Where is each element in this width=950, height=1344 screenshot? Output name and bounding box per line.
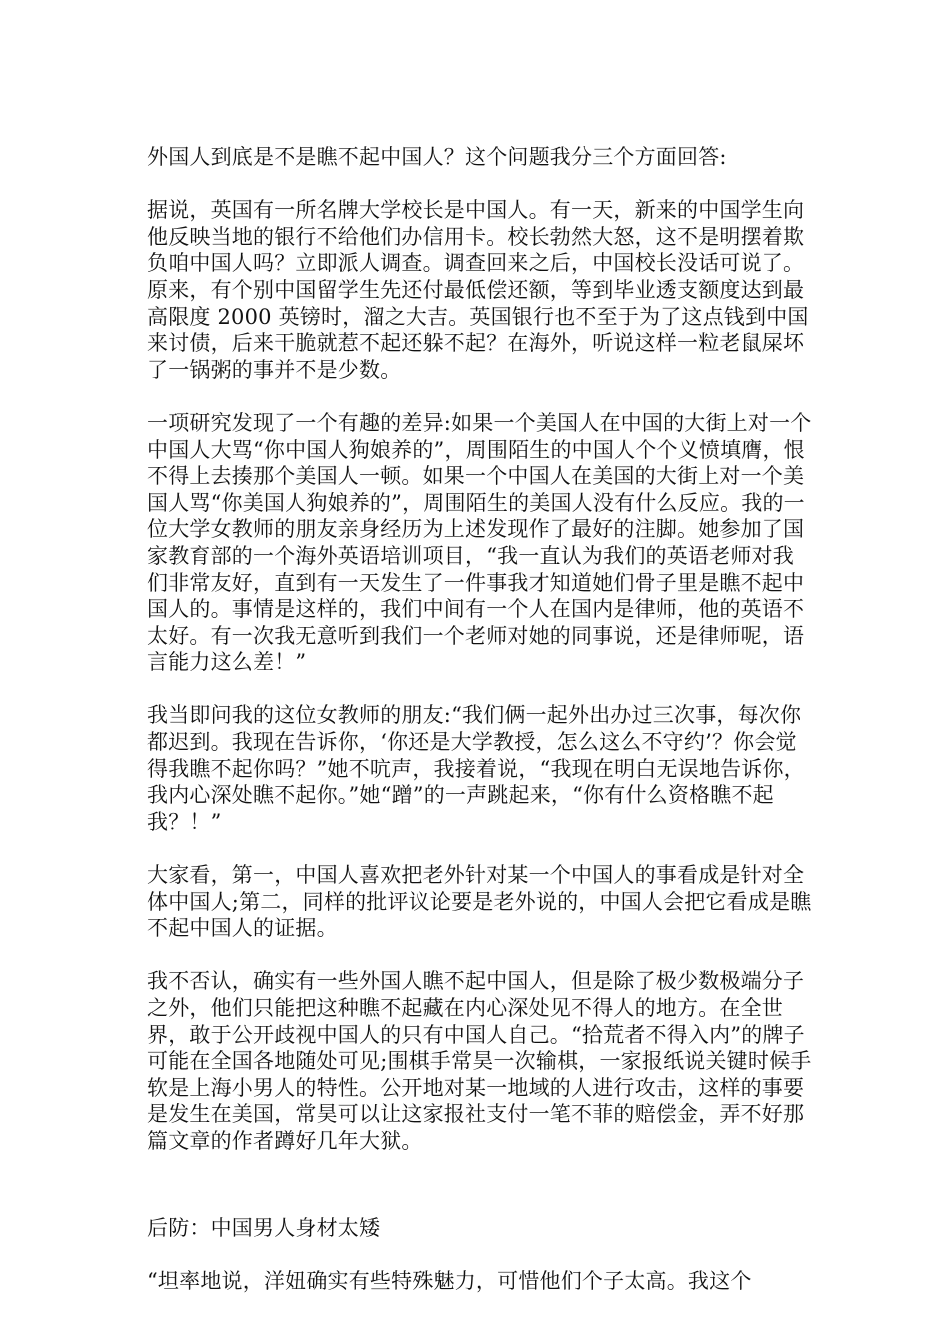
paragraph-spacer	[147, 942, 812, 969]
paragraph-spacer	[147, 676, 812, 703]
paragraph-university-story: 据说，英国有一所名牌大学校长是中国人。有一天，新来的中国学生向他反映当地的银行不给他们办信用卡。校长勃然大怒，这不是明摆着欺负咱中国人吗？立即派人调查。调查回来之后，中国校长没话可说了。原来，有个别中国留学生先还付最低偿还额，等到毕业透支额度达到最高限度 2000 英镑时，溜之大吉。英国银行也不至于为了这点钱到中国来讨债，后来干脆就惹不起还躲不起？在海外，听说这样一粒老鼠屎坏了一锅粥的事并不是少数。	[147, 198, 809, 382]
paragraph-teacher-dialogue: 我当即问我的这位女教师的朋友:“我们俩一起外出办过三次事，每次你都迟到。我现在告诉你，‘你还是大学教授，怎么这么不守约’？你会觉得我瞧不起你吗？”她不吭声，我接着说，“我现在明白无误地告诉你，我内心深处瞧不起你。”她“蹭”的一声跳起来，“你有什么资格瞧不起我？！”	[147, 703, 805, 834]
document-body	[147, 144, 812, 1294]
section-heading: 后防：中国男人身材太矮	[147, 1215, 381, 1240]
intro-question: 外国人到底是不是瞧不起中国人？这个问题我分三个方面回答:	[147, 145, 727, 169]
paragraph-spacer	[147, 171, 812, 198]
paragraph-spacer	[147, 1241, 812, 1268]
paragraph-spacer	[147, 383, 812, 410]
paragraph-continuation: “坦率地说，洋妞确实有些特殊魅力，可惜他们个子太高。我这个	[147, 1268, 752, 1293]
paragraph-research-finding: 一项研究发现了一个有趣的差异:如果一个美国人在中国的大街上对一个中国人大骂“你中国人狗娘养的”，周围陌生的中国人个个义愤填膺，恨不得上去揍那个美国人一顿。如果一个中国人在美国的大街上对一个美国人骂“你美国人狗娘养的”，周围陌生的美国人没有什么反应。我的一位大学女教师的朋友亲身经历为上述发现作了最好的注脚。她参加了国家教育部的一个海外英语培训项目，“我一直认为我们的英语老师对我们非常友好，直到有一天发生了一件事我才知道她们骨子里是瞧不起中国人的。事情是这样的，我们中间有一个人在国内是律师，他的英语不太好。有一次我无意听到我们一个老师对她的同事说，还是律师呢，语言能力这么差！”	[147, 410, 812, 675]
paragraph-discrimination: 我不否认，确实有一些外国人瞧不起中国人，但是除了极少数极端分子之外，他们只能把这种瞧不起藏在内心深处见不得人的地方。在全世界，敢于公开歧视中国人的只有中国人自己。“拾荒者不得入内”的牌子可能在全国各地随处可见;围棋手常昊一次输棋，一家报纸说关键时候手软是上海小男人的特性。公开地对某一地域的人进行攻击，这样的事要是发生在美国，常昊可以让这家报社支付一笔不菲的赔偿金，弄不好那篇文章的作者蹲好几年大狱。	[147, 969, 812, 1153]
paragraph-summary: 大家看，第一，中国人喜欢把老外针对某一个中国人的事看成是针对全体中国人;第二，同样的批评议论要是老外说的，中国人会把它看成是瞧不起中国人的证据。	[147, 863, 812, 941]
section-spacer	[147, 1155, 812, 1215]
paragraph-spacer	[147, 835, 812, 862]
